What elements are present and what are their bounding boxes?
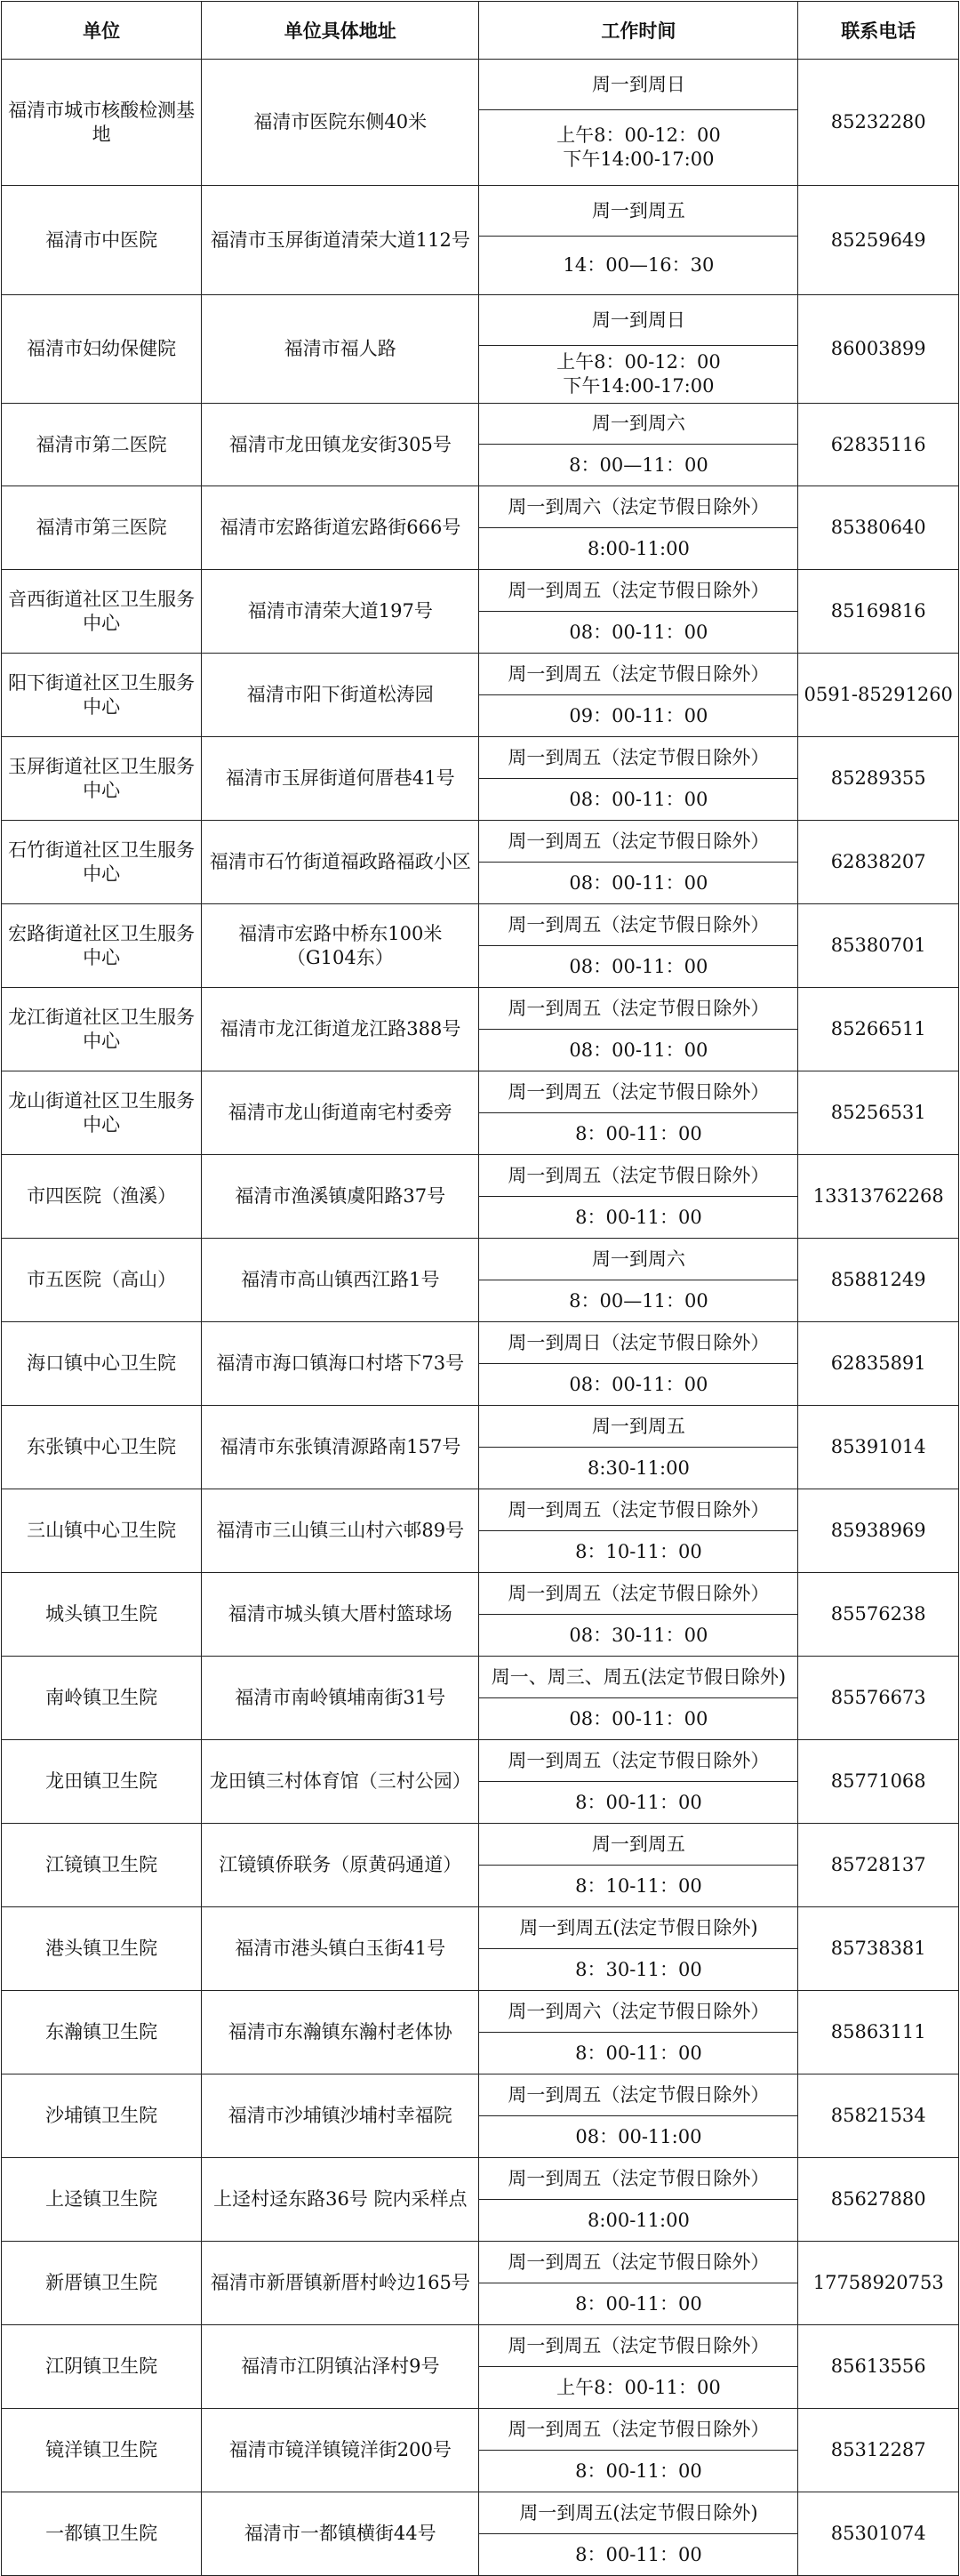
work-hours: 上午8：00-12：00 下午14:00-17:00 <box>479 110 798 186</box>
table-row <box>2 737 959 779</box>
unit-address: 福清市高山镇西江路1号 <box>202 1239 479 1322</box>
work-days: 周一到周五（法定节假日除外） <box>479 654 798 695</box>
contact-phone: 85232280 <box>798 60 959 186</box>
work-hours: 08：00-11：00 <box>479 1698 798 1740</box>
table-row <box>2 486 959 528</box>
work-hours: 8：00-11：00 <box>479 2033 798 2074</box>
work-hours: 8：10-11：00 <box>479 1866 798 1907</box>
contact-phone: 85266511 <box>798 988 959 1071</box>
work-days: 周一到周五（法定节假日除外） <box>479 2158 798 2200</box>
work-days: 周一、周三、周五(法定节假日除外) <box>479 1657 798 1698</box>
work-hours: 8:30-11:00 <box>479 1448 798 1489</box>
unit-address: 福清市龙山街道南宅村委旁 <box>202 1071 479 1155</box>
header-unit: 单位 <box>2 2 202 60</box>
unit-address: 福清市城头镇大厝村篮球场 <box>202 1573 479 1657</box>
unit-address: 福清市清荣大道197号 <box>202 570 479 654</box>
unit-name: 福清市第二医院 <box>2 404 202 486</box>
contact-phone: 85289355 <box>798 737 959 821</box>
unit-name: 音西街道社区卫生服务中心 <box>2 570 202 654</box>
work-days: 周一到周日 <box>479 60 798 110</box>
work-hours: 08：00-11：00 <box>479 612 798 654</box>
contact-phone: 85312287 <box>798 2409 959 2492</box>
contact-phone: 85613556 <box>798 2325 959 2409</box>
work-days: 周一到周六（法定节假日除外） <box>479 486 798 528</box>
unit-name: 玉屏街道社区卫生服务中心 <box>2 737 202 821</box>
contact-phone: 86003899 <box>798 295 959 404</box>
table-body <box>2 60 959 2576</box>
unit-name: 市四医院（渔溪） <box>2 1155 202 1239</box>
unit-name: 镜洋镇卫生院 <box>2 2409 202 2492</box>
table-row <box>2 1155 959 1197</box>
work-hours: 8：00-11：00 <box>479 2534 798 2576</box>
work-hours: 8：00-11：00 <box>479 1197 798 1239</box>
contact-phone: 85380701 <box>798 904 959 988</box>
contact-phone: 85881249 <box>798 1239 959 1322</box>
contact-phone: 85738381 <box>798 1907 959 1991</box>
contact-phone: 62835891 <box>798 1322 959 1406</box>
table-row <box>2 821 959 863</box>
unit-address: 福清市镜洋镇镜洋街200号 <box>202 2409 479 2492</box>
contact-phone: 62838207 <box>798 821 959 904</box>
work-hours: 09：00-11：00 <box>479 695 798 737</box>
unit-address: 福清市一都镇横街44号 <box>202 2492 479 2576</box>
work-hours: 8：00-11：00 <box>479 2283 798 2325</box>
unit-address: 福清市渔溪镇虞阳路37号 <box>202 1155 479 1239</box>
table-row <box>2 988 959 1030</box>
work-hours: 8:00-11:00 <box>479 528 798 570</box>
table-row <box>2 2158 959 2200</box>
work-days: 周一到周六（法定节假日除外） <box>479 1991 798 2033</box>
unit-name: 东张镇中心卫生院 <box>2 1406 202 1489</box>
table-row <box>2 1824 959 1866</box>
unit-name: 三山镇中心卫生院 <box>2 1489 202 1573</box>
work-hours: 8：00—11：00 <box>479 1280 798 1322</box>
work-hours: 上午8：00-12：00 下午14:00-17:00 <box>479 346 798 404</box>
unit-name: 沙埔镇卫生院 <box>2 2074 202 2158</box>
unit-address: 福清市龙江街道龙江路388号 <box>202 988 479 1071</box>
contact-phone: 85821534 <box>798 2074 959 2158</box>
table-row <box>2 404 959 445</box>
unit-name: 龙田镇卫生院 <box>2 1740 202 1824</box>
work-hours: 8：00-11：00 <box>479 2451 798 2492</box>
unit-address: 福清市宏路中桥东100米（G104东） <box>202 904 479 988</box>
unit-address: 福清市龙田镇龙安街305号 <box>202 404 479 486</box>
table-row <box>2 60 959 110</box>
work-days: 周一到周六 <box>479 404 798 445</box>
work-days: 周一到周五（法定节假日除外） <box>479 988 798 1030</box>
table-row <box>2 570 959 612</box>
table-row <box>2 654 959 695</box>
work-hours: 8：30-11：00 <box>479 1949 798 1991</box>
work-days: 周一到周五 <box>479 1824 798 1866</box>
unit-address: 福清市南岭镇埔南街31号 <box>202 1657 479 1740</box>
header-row <box>2 2 959 60</box>
work-days: 周一到周日 <box>479 295 798 346</box>
work-hours: 14：00—16：30 <box>479 237 798 295</box>
unit-name: 福清市第三医院 <box>2 486 202 570</box>
unit-name: 海口镇中心卫生院 <box>2 1322 202 1406</box>
work-hours: 08：00-11:00 <box>479 2116 798 2158</box>
unit-name: 江阴镇卫生院 <box>2 2325 202 2409</box>
unit-address: 福清市港头镇白玉街41号 <box>202 1907 479 1991</box>
unit-address: 福清市玉屏街道何厝巷41号 <box>202 737 479 821</box>
table-row <box>2 2242 959 2283</box>
contact-phone: 85301074 <box>798 2492 959 2576</box>
work-days: 周一到周五 <box>479 186 798 237</box>
testing-sites-table <box>1 1 959 2576</box>
unit-name: 龙江街道社区卫生服务中心 <box>2 988 202 1071</box>
unit-name: 福清市妇幼保健院 <box>2 295 202 404</box>
unit-name: 市五医院（高山） <box>2 1239 202 1322</box>
work-days: 周一到周五（法定节假日除外） <box>479 2074 798 2116</box>
unit-address: 福清市玉屏街道清荣大道112号 <box>202 186 479 295</box>
unit-address: 福清市石竹街道福政路福政小区 <box>202 821 479 904</box>
unit-address: 福清市新厝镇新厝村岭边165号 <box>202 2242 479 2325</box>
unit-name: 石竹街道社区卫生服务中心 <box>2 821 202 904</box>
unit-address: 福清市沙埔镇沙埔村幸福院 <box>202 2074 479 2158</box>
unit-name: 宏路街道社区卫生服务中心 <box>2 904 202 988</box>
unit-name: 新厝镇卫生院 <box>2 2242 202 2325</box>
work-hours: 08：00-11：00 <box>479 1364 798 1406</box>
header-phone: 联系电话 <box>798 2 959 60</box>
unit-address: 福清市东瀚镇东瀚村老体协 <box>202 1991 479 2074</box>
header-hours: 工作时间 <box>479 2 798 60</box>
table-row <box>2 295 959 346</box>
table-row <box>2 186 959 237</box>
unit-name: 阳下街道社区卫生服务中心 <box>2 654 202 737</box>
work-days: 周一到周五（法定节假日除外） <box>479 821 798 863</box>
work-hours: 8：00—11：00 <box>479 445 798 486</box>
unit-address: 福清市宏路街道宏路街666号 <box>202 486 479 570</box>
table-row <box>2 2325 959 2367</box>
contact-phone: 85391014 <box>798 1406 959 1489</box>
unit-address: 福清市三山镇三山村六邨89号 <box>202 1489 479 1573</box>
work-days: 周一到周五（法定节假日除外） <box>479 904 798 946</box>
unit-name: 福清市中医院 <box>2 186 202 295</box>
table-row <box>2 1322 959 1364</box>
table-row <box>2 1657 959 1698</box>
unit-name: 港头镇卫生院 <box>2 1907 202 1991</box>
table-row <box>2 1907 959 1949</box>
work-days: 周一到周五(法定节假日除外) <box>479 2492 798 2534</box>
table-row <box>2 904 959 946</box>
table-row <box>2 2074 959 2116</box>
unit-name: 福清市城市核酸检测基地 <box>2 60 202 186</box>
contact-phone: 85169816 <box>798 570 959 654</box>
contact-phone: 85380640 <box>798 486 959 570</box>
contact-phone: 17758920753 <box>798 2242 959 2325</box>
work-hours: 08：00-11：00 <box>479 946 798 988</box>
work-days: 周一到周五（法定节假日除外） <box>479 1155 798 1197</box>
work-days: 周一到周五(法定节假日除外) <box>479 1907 798 1949</box>
table-row <box>2 1071 959 1113</box>
work-hours: 8：10-11：00 <box>479 1531 798 1573</box>
work-hours: 08：00-11：00 <box>479 863 798 904</box>
unit-name: 江镜镇卫生院 <box>2 1824 202 1907</box>
table-row <box>2 1406 959 1448</box>
unit-address: 福清市海口镇海口村塔下73号 <box>202 1322 479 1406</box>
work-days: 周一到周五（法定节假日除外） <box>479 2242 798 2283</box>
work-days: 周一到周五（法定节假日除外） <box>479 1573 798 1615</box>
unit-address: 福清市医院东侧40米 <box>202 60 479 186</box>
contact-phone: 85576238 <box>798 1573 959 1657</box>
work-hours: 上午8：00-11：00 <box>479 2367 798 2409</box>
work-days: 周一到周五（法定节假日除外） <box>479 570 798 612</box>
table-row <box>2 1740 959 1782</box>
work-days: 周一到周五（法定节假日除外） <box>479 1740 798 1782</box>
work-days: 周一到周五 <box>479 1406 798 1448</box>
contact-phone: 0591-85291260 <box>798 654 959 737</box>
table-row <box>2 1991 959 2033</box>
unit-name: 一都镇卫生院 <box>2 2492 202 2576</box>
table-row <box>2 2492 959 2534</box>
contact-phone: 85771068 <box>798 1740 959 1824</box>
table-row <box>2 2409 959 2451</box>
unit-address: 龙田镇三村体育馆（三村公园） <box>202 1740 479 1824</box>
unit-name: 东瀚镇卫生院 <box>2 1991 202 2074</box>
table-row <box>2 1489 959 1531</box>
work-hours: 08：00-11：00 <box>479 1030 798 1071</box>
unit-address: 福清市阳下街道松涛园 <box>202 654 479 737</box>
unit-name: 龙山街道社区卫生服务中心 <box>2 1071 202 1155</box>
unit-address: 江镜镇侨联务（原黄码通道） <box>202 1824 479 1907</box>
contact-phone: 85256531 <box>798 1071 959 1155</box>
unit-name: 城头镇卫生院 <box>2 1573 202 1657</box>
contact-phone: 85576673 <box>798 1657 959 1740</box>
work-days: 周一到周五（法定节假日除外） <box>479 2325 798 2367</box>
work-hours: 8:00-11:00 <box>479 2200 798 2242</box>
unit-address: 福清市福人路 <box>202 295 479 404</box>
work-days: 周一到周五（法定节假日除外） <box>479 1071 798 1113</box>
unit-address: 福清市江阴镇沾泽村9号 <box>202 2325 479 2409</box>
work-days: 周一到周五（法定节假日除外） <box>479 737 798 779</box>
contact-phone: 85728137 <box>798 1824 959 1907</box>
work-days: 周一到周五（法定节假日除外） <box>479 2409 798 2451</box>
unit-address: 上迳村迳东路36号 院内采样点 <box>202 2158 479 2242</box>
header-address: 单位具体地址 <box>202 2 479 60</box>
work-days: 周一到周五（法定节假日除外） <box>479 1489 798 1531</box>
contact-phone: 62835116 <box>798 404 959 486</box>
work-days: 周一到周日（法定节假日除外） <box>479 1322 798 1364</box>
unit-address: 福清市东张镇清源路南157号 <box>202 1406 479 1489</box>
work-hours: 8：00-11：00 <box>479 1782 798 1824</box>
contact-phone: 85938969 <box>798 1489 959 1573</box>
contact-phone: 85259649 <box>798 186 959 295</box>
work-hours: 8：00-11：00 <box>479 1113 798 1155</box>
contact-phone: 85863111 <box>798 1991 959 2074</box>
contact-phone: 13313762268 <box>798 1155 959 1239</box>
contact-phone: 85627880 <box>798 2158 959 2242</box>
unit-name: 上迳镇卫生院 <box>2 2158 202 2242</box>
table-row <box>2 1239 959 1280</box>
work-days: 周一到周六 <box>479 1239 798 1280</box>
work-hours: 08：30-11：00 <box>479 1615 798 1657</box>
work-hours: 08：00-11：00 <box>479 779 798 821</box>
unit-name: 南岭镇卫生院 <box>2 1657 202 1740</box>
table-row <box>2 1573 959 1615</box>
